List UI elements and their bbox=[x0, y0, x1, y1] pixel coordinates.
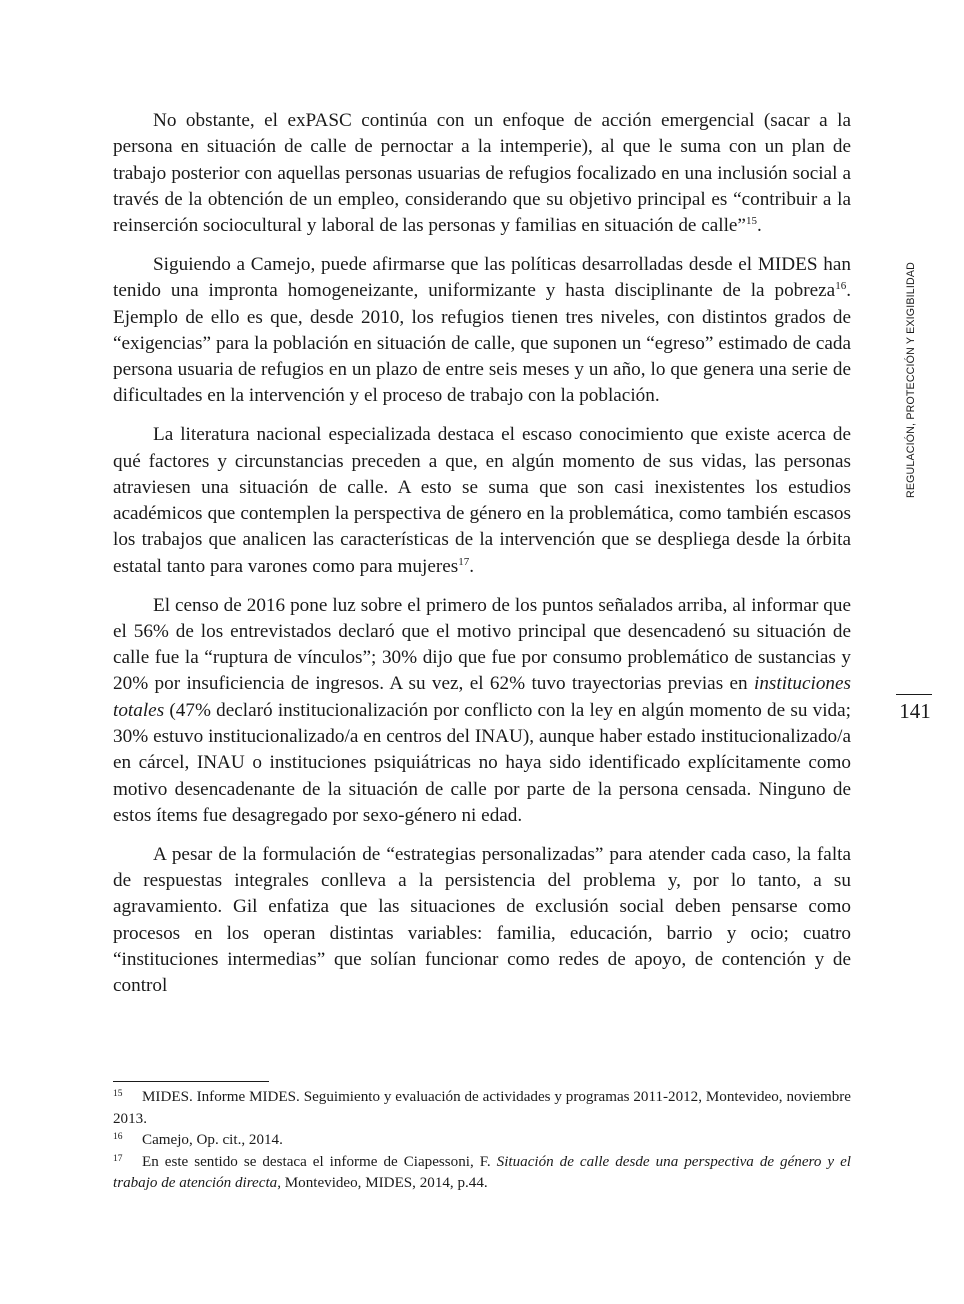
paragraph-5 bbox=[113, 842, 851, 1000]
paragraph-text-end: . Ejemplo de ello es que, desde 2010, los refugios tienen tres niveles, con distintos grados de “exigencias” para la población en situación de calle, que suponen un “egreso” estimado de cada persona usuaria de refugios en un plazo de entre seis meses y un año, lo que genera una serie de dificultades en la intervención y el proceso de trabajo con la población. bbox=[113, 280, 851, 407]
footnote-17: 17 En este sentido se destaca el informe de Ciapessoni, F. Situación de calle desde una perspectiva de género y el trabajo de atención directa, Montevideo, MIDES, 2014, p.44. bbox=[113, 1153, 851, 1192]
body-text bbox=[113, 108, 851, 1012]
footnote-16: 16 Camejo, Op. cit., 2014. bbox=[113, 1132, 283, 1149]
paragraph-1 bbox=[113, 108, 851, 239]
italic-term: instituciones totales bbox=[113, 673, 851, 721]
footnote-15: 15 MIDES. Informe MIDES. Seguimiento y evaluación de actividades y programas 2011-2012, Montevideo, noviembre 2013. bbox=[113, 1089, 851, 1127]
footnote-ref-16[interactable]: 16 bbox=[835, 280, 847, 293]
footnote-separator bbox=[113, 1081, 269, 1082]
footnote-text: MIDES. Informe MIDES. Seguimiento y evaluación de actividades y programas 2011-2012, Montevideo, noviembre 2013. bbox=[113, 1089, 851, 1127]
paragraph-4 bbox=[113, 593, 851, 830]
page-number: 141 bbox=[899, 699, 931, 723]
paragraph-text-end: (47% declaró institucionalización por conflicto con la ley en algún momento de su vida; 30% estuvo institucionalizado/a en centros del INAU), aunque haber estado institucionalizado/a en cárcel, INAU o instituciones psiquiátricas no haya sido identificado explícitamente como motivo desencadenante de la situación de calle por parte de la persona censada. Ninguno de estos ítems fue desagregado por sexo-género ni edad. bbox=[113, 699, 851, 826]
paragraph-text-end: . bbox=[469, 555, 475, 577]
footnotes bbox=[113, 1087, 851, 1195]
paragraph-2 bbox=[113, 252, 851, 410]
paragraph-text: A pesar de la formulación de “estrategias personalizadas” para atender cada caso, la falta de respuestas integrales conlleva a la persistencia del problema y, por lo tanto, a su agravamiento. Gil enfatiza que las situaciones de exclusión social deben pensarse como procesos en los operan distintas variables: familia, educación, barrio y ocio; cuatro “instituciones intermedias” que solían funcionar como redes de apoyo, de contención y de control bbox=[113, 843, 851, 997]
paragraph-text-end: . bbox=[756, 215, 762, 237]
footnote-ref-15[interactable]: 15 bbox=[745, 215, 757, 228]
footnote-text-end: , Montevideo, MIDES, 2014, p.44. bbox=[277, 1175, 488, 1192]
footnote-ref-17[interactable]: 17 bbox=[458, 555, 470, 568]
paragraph-text: La literatura nacional especializada destaca el escaso conocimiento que existe acerca de qué factores y circunstancias preceden a que, en algún momento de sus vidas, las personas atraviesen una situación de calle. A esto se suma que son casi inexistentes los estudios académicos que contemplen la perspectiva de género en la problemática, como también escasos los trabajos que analicen las características de la intervención que se despliega desde la órbita estatal tanto para varones como para mujeres bbox=[113, 424, 851, 577]
footnote-italic-title: Situación de calle desde una perspectiva de género y el trabajo de atención directa bbox=[113, 1153, 851, 1192]
paragraph-3 bbox=[113, 422, 851, 580]
footnote-text: Camejo, Op. cit., 2014. bbox=[142, 1132, 283, 1149]
footnote-text: En este sentido se destaca el informe de Ciapessoni, F. bbox=[142, 1153, 497, 1170]
page-number-rule bbox=[896, 694, 932, 695]
paragraph-text: El censo de 2016 pone luz sobre el primero de los puntos señalados arriba, al informar que el 56% de los entrevistados declaró que el motivo principal que desencadenó su situación de calle fue la “ruptura de vínculos”; 30% dijo que fue por consumo problemático de sustancias y 20% por insuficiencia de ingresos. A su vez, el 62% tuvo trayectorias previas en bbox=[113, 594, 851, 695]
running-section-title bbox=[902, 247, 920, 513]
section-title-text: REGULACIÓN, PROTECCIÓN Y EXIGIBILIDAD bbox=[905, 261, 917, 499]
paragraph-text: Siguiendo a Camejo, puede afirmarse que las políticas desarrolladas desde el MIDES han tenido una impronta homogeneizante, uniformizante y hasta disciplinante de la pobreza bbox=[113, 253, 851, 302]
paragraph-text: No obstante, el exPASC continúa con un enfoque de acción emergencial (sacar a la persona en situación de calle de pernoctar a la intemperie), al que le suma con un plan de trabajo posterior con aquellas personas usuarias de refugios focalizado en una inclusión social a través de la obtención de un empleo, considerando que su objetivo principal es “contribuir a la reinserción sociocultural y laboral de las personas y familias en situación de calle” bbox=[113, 110, 851, 237]
